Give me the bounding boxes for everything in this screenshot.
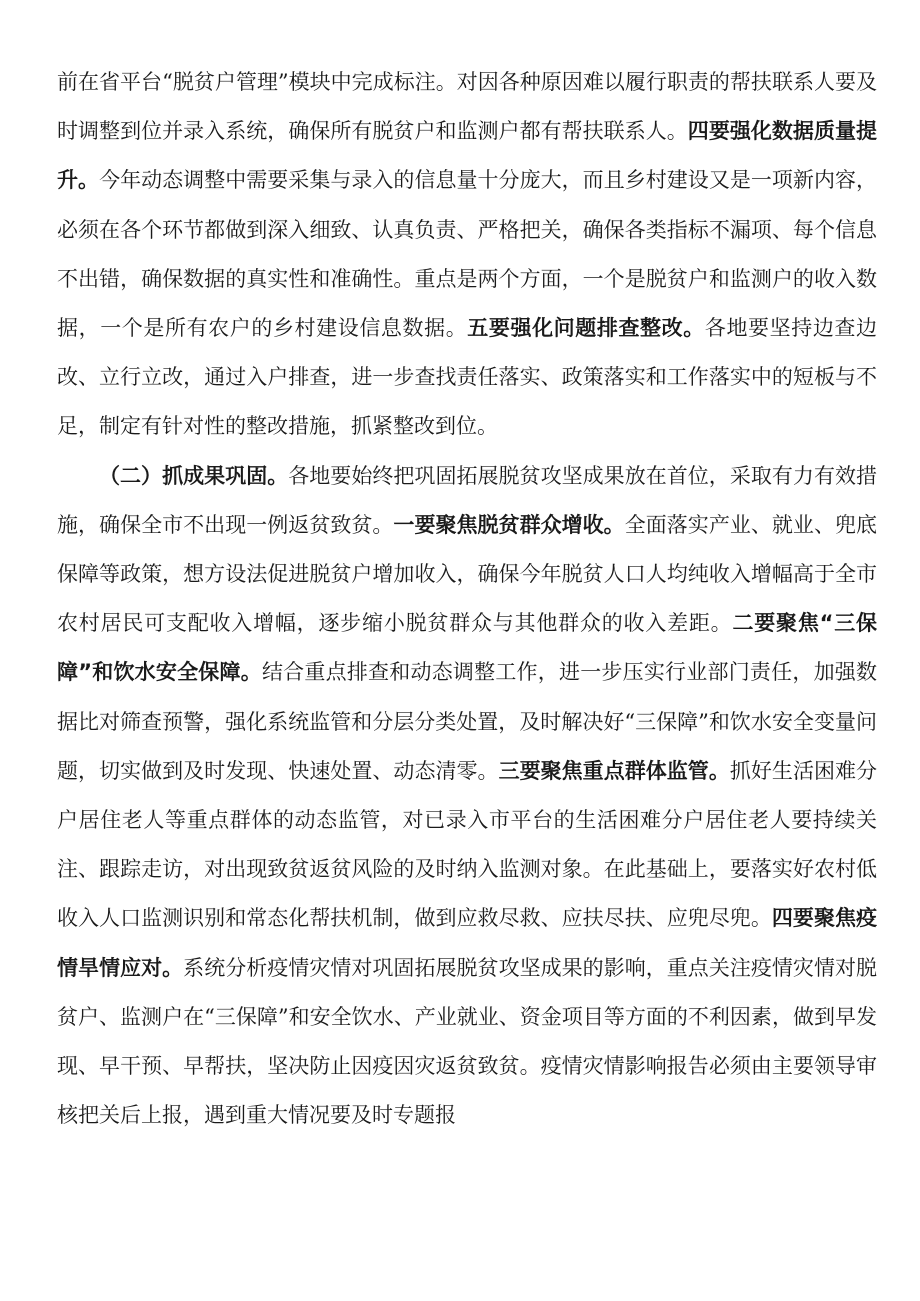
heading-run-key-groups: 三要聚焦重点群体监管。 [498, 758, 730, 783]
paragraph-data-quality [57, 58, 877, 452]
text-run: 今年动态调整中需要采集与录入的信息量十分庞大，而且乡村建设又是一项新内容，必须在各个环节都做到深入细致、认真负责、严格把关，确保各类指标不漏项、每个信息不出错，确保数据的真实性和准确性。重点是两个方面，一个是脱贫户和监测户的收入数据，一个是所有农户的乡村建设信息数据。 [57, 168, 878, 341]
heading-run-data-quality: 四要强化数据质量提升。 [57, 119, 878, 193]
heading-run-problem-rectification: 五要强化问题排查整改。 [467, 316, 705, 341]
heading-run-three-guarantees: 二要聚焦“三保障”和饮水安全保障。 [57, 611, 877, 685]
text-run: 前在省平台“脱贫户管理”模块中完成标注。对因各种原因难以履行职责的帮扶联系人要及时调整到位并录入系统，确保所有脱贫户和监测户都有帮扶联系人。 [57, 70, 877, 144]
text-run: 全面落实产业、就业、兜底保障等政策，想方设法促进脱贫户增加收入，确保今年脱贫人口人均纯收入增幅高于全市农村居民可支配收入增幅，逐步缩小脱贫群众与其他群众的收入差距。 [57, 512, 878, 636]
text-run: 抓好生活困难分户居住老人等重点群体的动态监管，对已录入市平台的生活困难分户居住老人要持续关注、跟踪走访，对出现致贫返贫风险的及时纳入监测对象。在此基础上，要落实好农村低收入人口监测识别和常态化帮扶机制，做到应救尽救、应扶尽扶、应兜尽兜。 [57, 758, 878, 931]
heading-run-income-growth: 一要聚焦脱贫群众增收。 [393, 512, 625, 537]
document-page [57, 58, 877, 1140]
text-run: 系统分析疫情灾情对巩固拓展脱贫攻坚成果的影响，重点关注疫情灾情对脱贫户、监测户在“三保障”和安全饮水、产业就业、资金项目等方面的不利因素，做到早发现、早干预、早帮扶，坚决防止因疫因灾返贫致贫。疫情灾情影响报告必须由主要领导审核把关后上报，遇到重大情况要及时专题报 [57, 955, 878, 1128]
paragraph-results-consolidation [57, 452, 877, 1141]
text-run: 结合重点排查和动态调整工作，进一步压实行业部门责任，加强数据比对筛查预警，强化系统监管和分层分类处置，及时解决好“三保障”和饮水安全变量问题，切实做到及时发现、快速处置、动态清零。 [57, 660, 877, 783]
text-run: 各地要坚持边查边改、立行立改，通过入户排查，进一步查找责任落实、政策落实和工作落实中的短板与不足，制定有针对性的整改措施，抓紧整改到位。 [57, 316, 878, 439]
text-run: 各地要始终把巩固拓展脱贫攻坚成果放在首位，采取有力有效措施，确保全市不出现一例返贫致贫。 [57, 463, 877, 537]
section-heading-results-consolidation: （二）抓成果巩固。 [99, 463, 289, 488]
heading-run-epidemic-drought: 四要聚焦疫情旱情应对。 [57, 906, 878, 980]
